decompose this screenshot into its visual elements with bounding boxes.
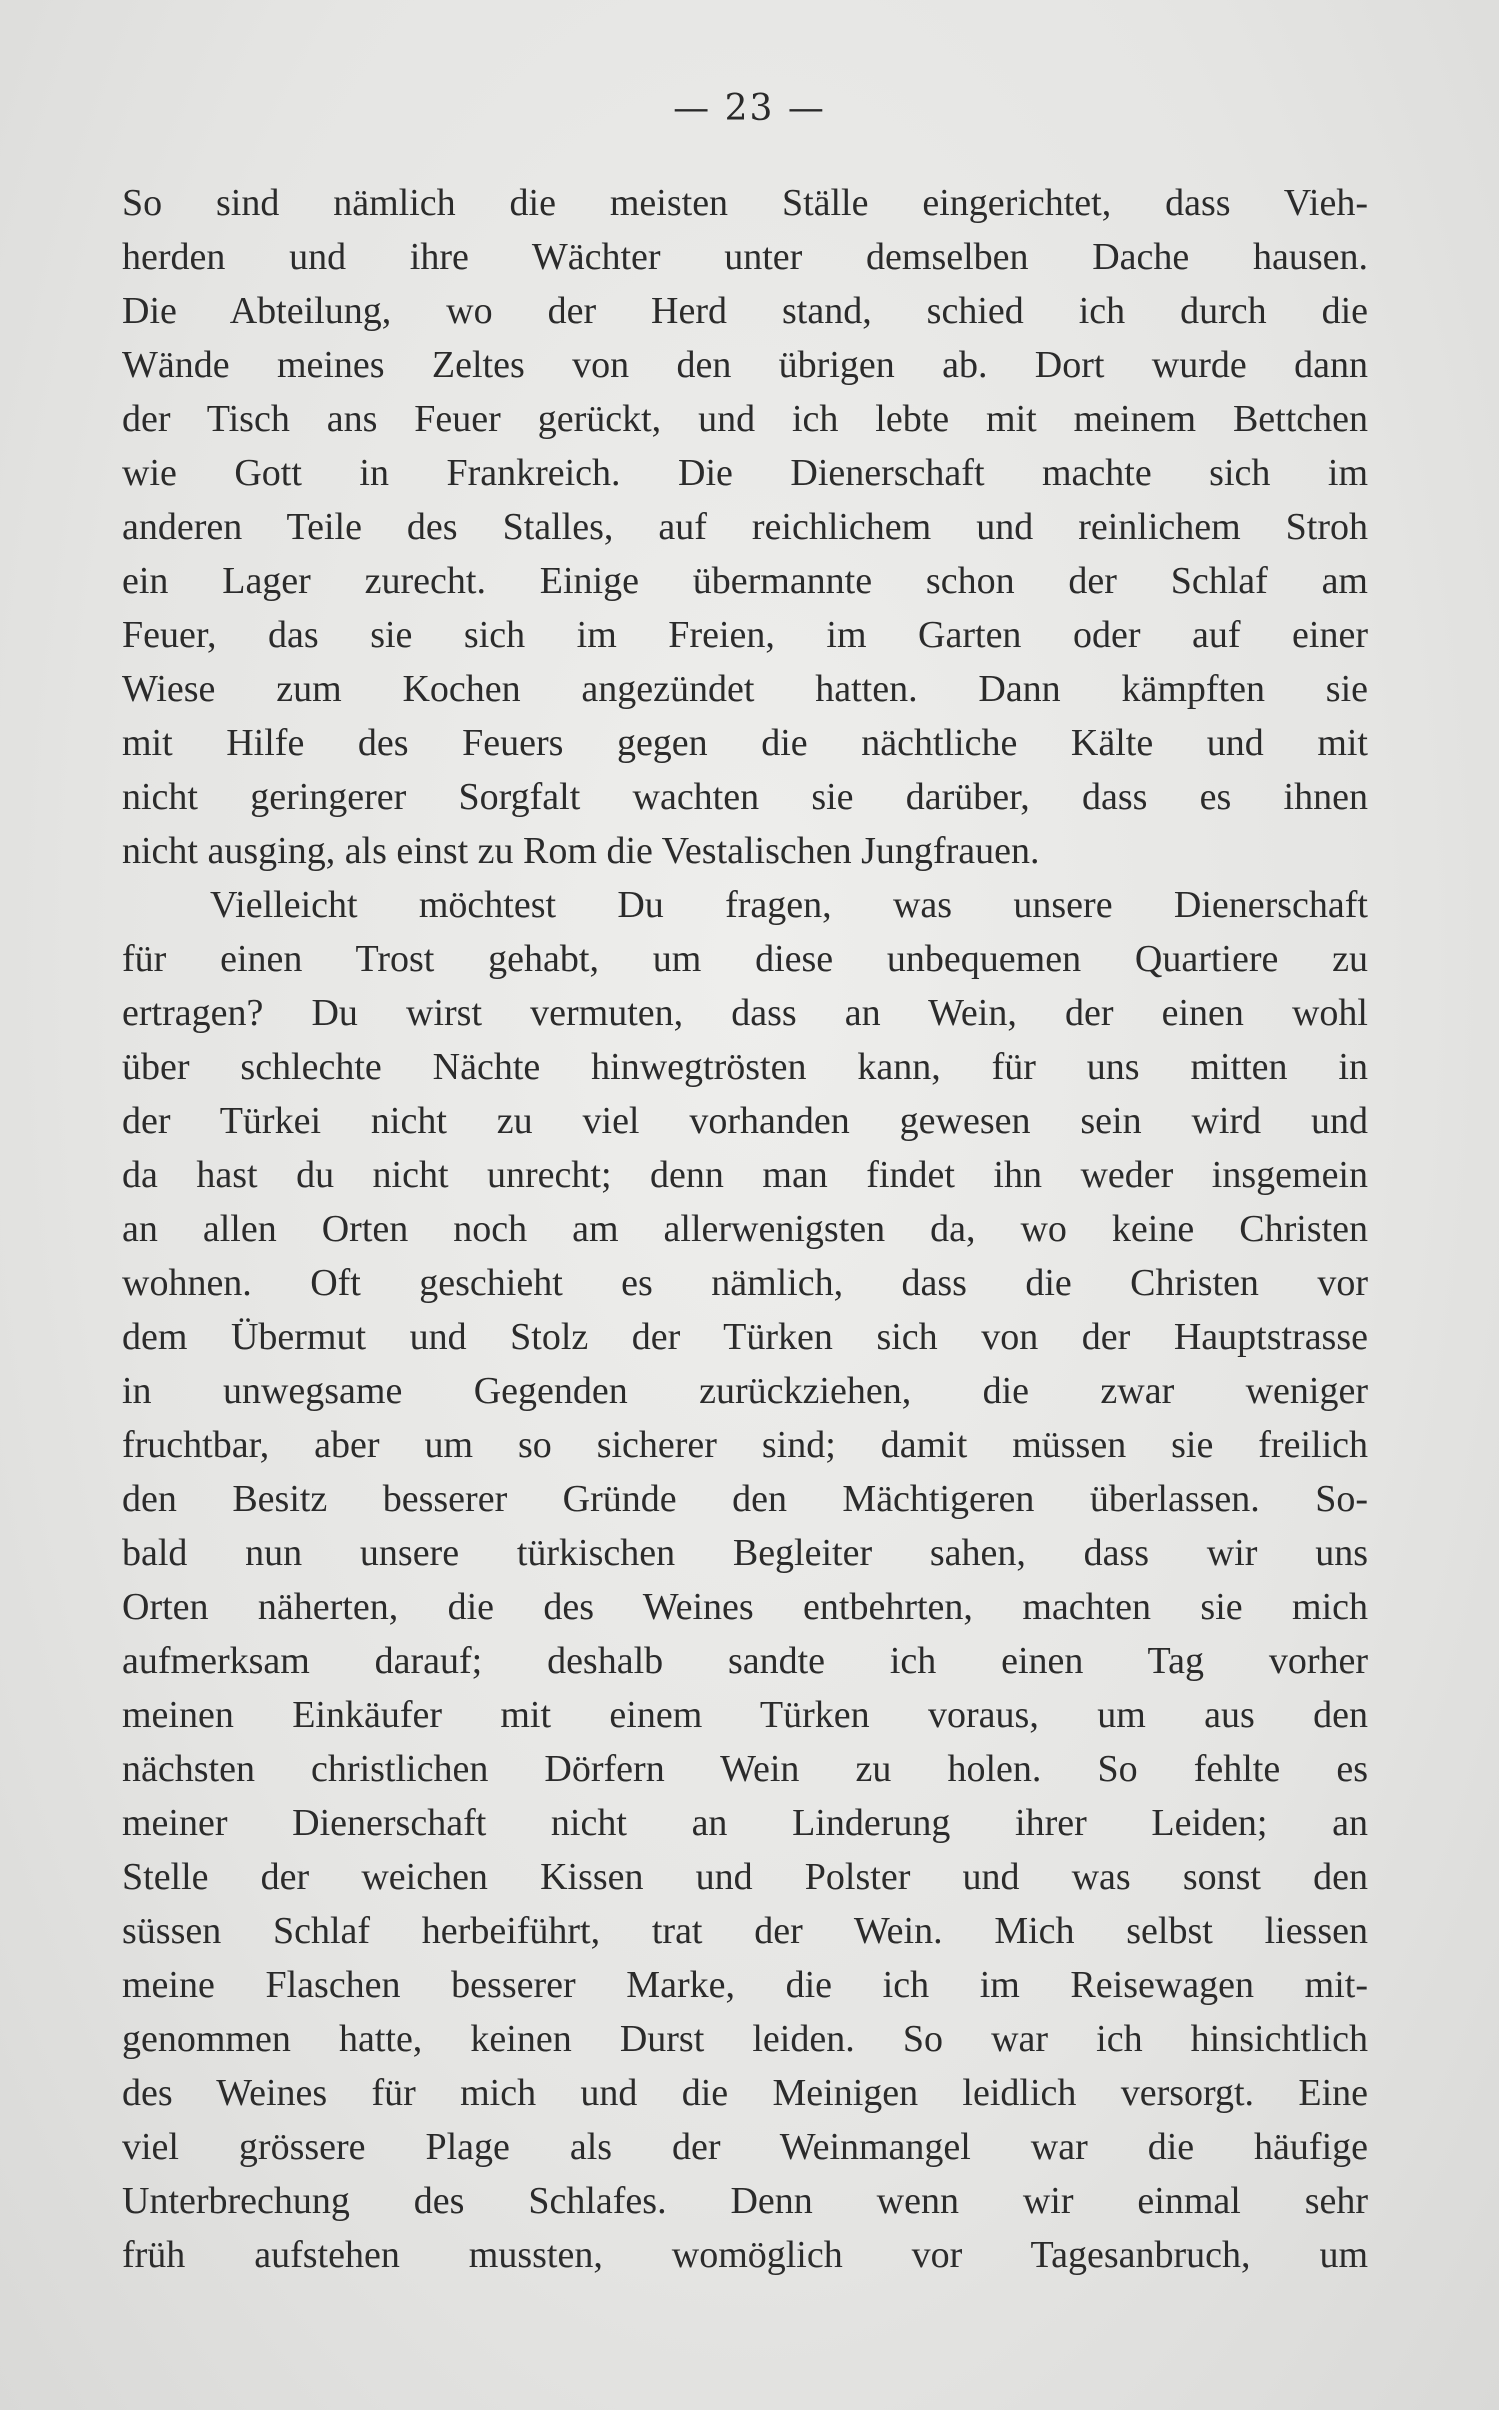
text-line: an allen Orten noch am allerwenigsten da, wo keine Christen [122, 1208, 1368, 1250]
text-line: Feuer, das sie sich im Freien, im Garten oder auf einer [122, 614, 1368, 656]
text-line: bald nun unsere türkischen Begleiter sahen, dass wir uns [122, 1532, 1368, 1574]
text-line: da hast du nicht unrecht; denn man findet ihn weder insgemein [122, 1154, 1368, 1196]
text-line: nächsten christlichen Dörfern Wein zu holen. So fehlte es [122, 1748, 1368, 1790]
text-line: meiner Dienerschaft nicht an Linderung ihrer Leiden; an [122, 1802, 1368, 1844]
text-line: meinen Einkäufer mit einem Türken voraus, um aus den [122, 1694, 1368, 1736]
text-line: genommen hatte, keinen Durst leiden. So war ich hinsichtlich [122, 2018, 1368, 2060]
text-line: Die Abteilung, wo der Herd stand, schied ich durch die [122, 290, 1368, 332]
text-line: nicht ausging, als einst zu Rom die Vestalischen Jungfrauen. [122, 830, 1040, 872]
text-line: der Türkei nicht zu viel vorhanden gewesen sein wird und [122, 1100, 1368, 1142]
text-line: herden und ihre Wächter unter demselben Dache hausen. [122, 236, 1368, 278]
text-line: für einen Trost gehabt, um diese unbequemen Quartiere zu [122, 938, 1368, 980]
text-line: anderen Teile des Stalles, auf reichlichem und reinlichem Stroh [122, 506, 1368, 548]
text-line: ertragen? Du wirst vermuten, dass an Wein, der einen wohl [122, 992, 1368, 1034]
page-number: — 23 — [673, 88, 826, 129]
text-line: des Weines für mich und die Meinigen leidlich versorgt. Eine [122, 2072, 1368, 2114]
text-line: süssen Schlaf herbeiführt, trat der Wein. Mich selbst liessen [122, 1910, 1368, 1952]
text-line: ein Lager zurecht. Einige übermannte schon der Schlaf am [122, 560, 1368, 602]
text-line: der Tisch ans Feuer gerückt, und ich lebte mit meinem Bettchen [122, 398, 1368, 440]
text-line: über schlechte Nächte hinwegtrösten kann, für uns mitten in [122, 1046, 1368, 1088]
text-line: So sind nämlich die meisten Ställe eingerichtet, dass Vieh- [122, 182, 1368, 224]
text-line: Wiese zum Kochen angezündet hatten. Dann kämpften sie [122, 668, 1368, 710]
text-line: Vielleicht möchtest Du fragen, was unsere Dienerschaft [210, 884, 1368, 926]
text-line: nicht geringerer Sorgfalt wachten sie darüber, dass es ihnen [122, 776, 1368, 818]
text-line: Wände meines Zeltes von den übrigen ab. Dort wurde dann [122, 344, 1368, 386]
text-line: aufmerksam darauf; deshalb sandte ich einen Tag vorher [122, 1640, 1368, 1682]
text-line: meine Flaschen besserer Marke, die ich im Reisewagen mit- [122, 1964, 1368, 2006]
text-line: wie Gott in Frankreich. Die Dienerschaft machte sich im [122, 452, 1368, 494]
text-line: früh aufstehen mussten, womöglich vor Tagesanbruch, um [122, 2234, 1368, 2276]
text-line: den Besitz besserer Gründe den Mächtigeren überlassen. So- [122, 1478, 1368, 1520]
text-line: Stelle der weichen Kissen und Polster und was sonst den [122, 1856, 1368, 1898]
text-line: Orten näherten, die des Weines entbehrten, machten sie mich [122, 1586, 1368, 1628]
text-line: fruchtbar, aber um so sicherer sind; damit müssen sie freilich [122, 1424, 1368, 1466]
body-text [122, 176, 1368, 2282]
text-line: in unwegsame Gegenden zurückziehen, die zwar weniger [122, 1370, 1368, 1412]
text-line: dem Übermut und Stolz der Türken sich von der Hauptstrasse [122, 1316, 1368, 1358]
text-line: viel grössere Plage als der Weinmangel war die häufige [122, 2126, 1368, 2168]
text-line: mit Hilfe des Feuers gegen die nächtliche Kälte und mit [122, 722, 1368, 764]
text-line: wohnen. Oft geschieht es nämlich, dass die Christen vor [122, 1262, 1368, 1304]
text-line: Unterbrechung des Schlafes. Denn wenn wir einmal sehr [122, 2180, 1368, 2222]
